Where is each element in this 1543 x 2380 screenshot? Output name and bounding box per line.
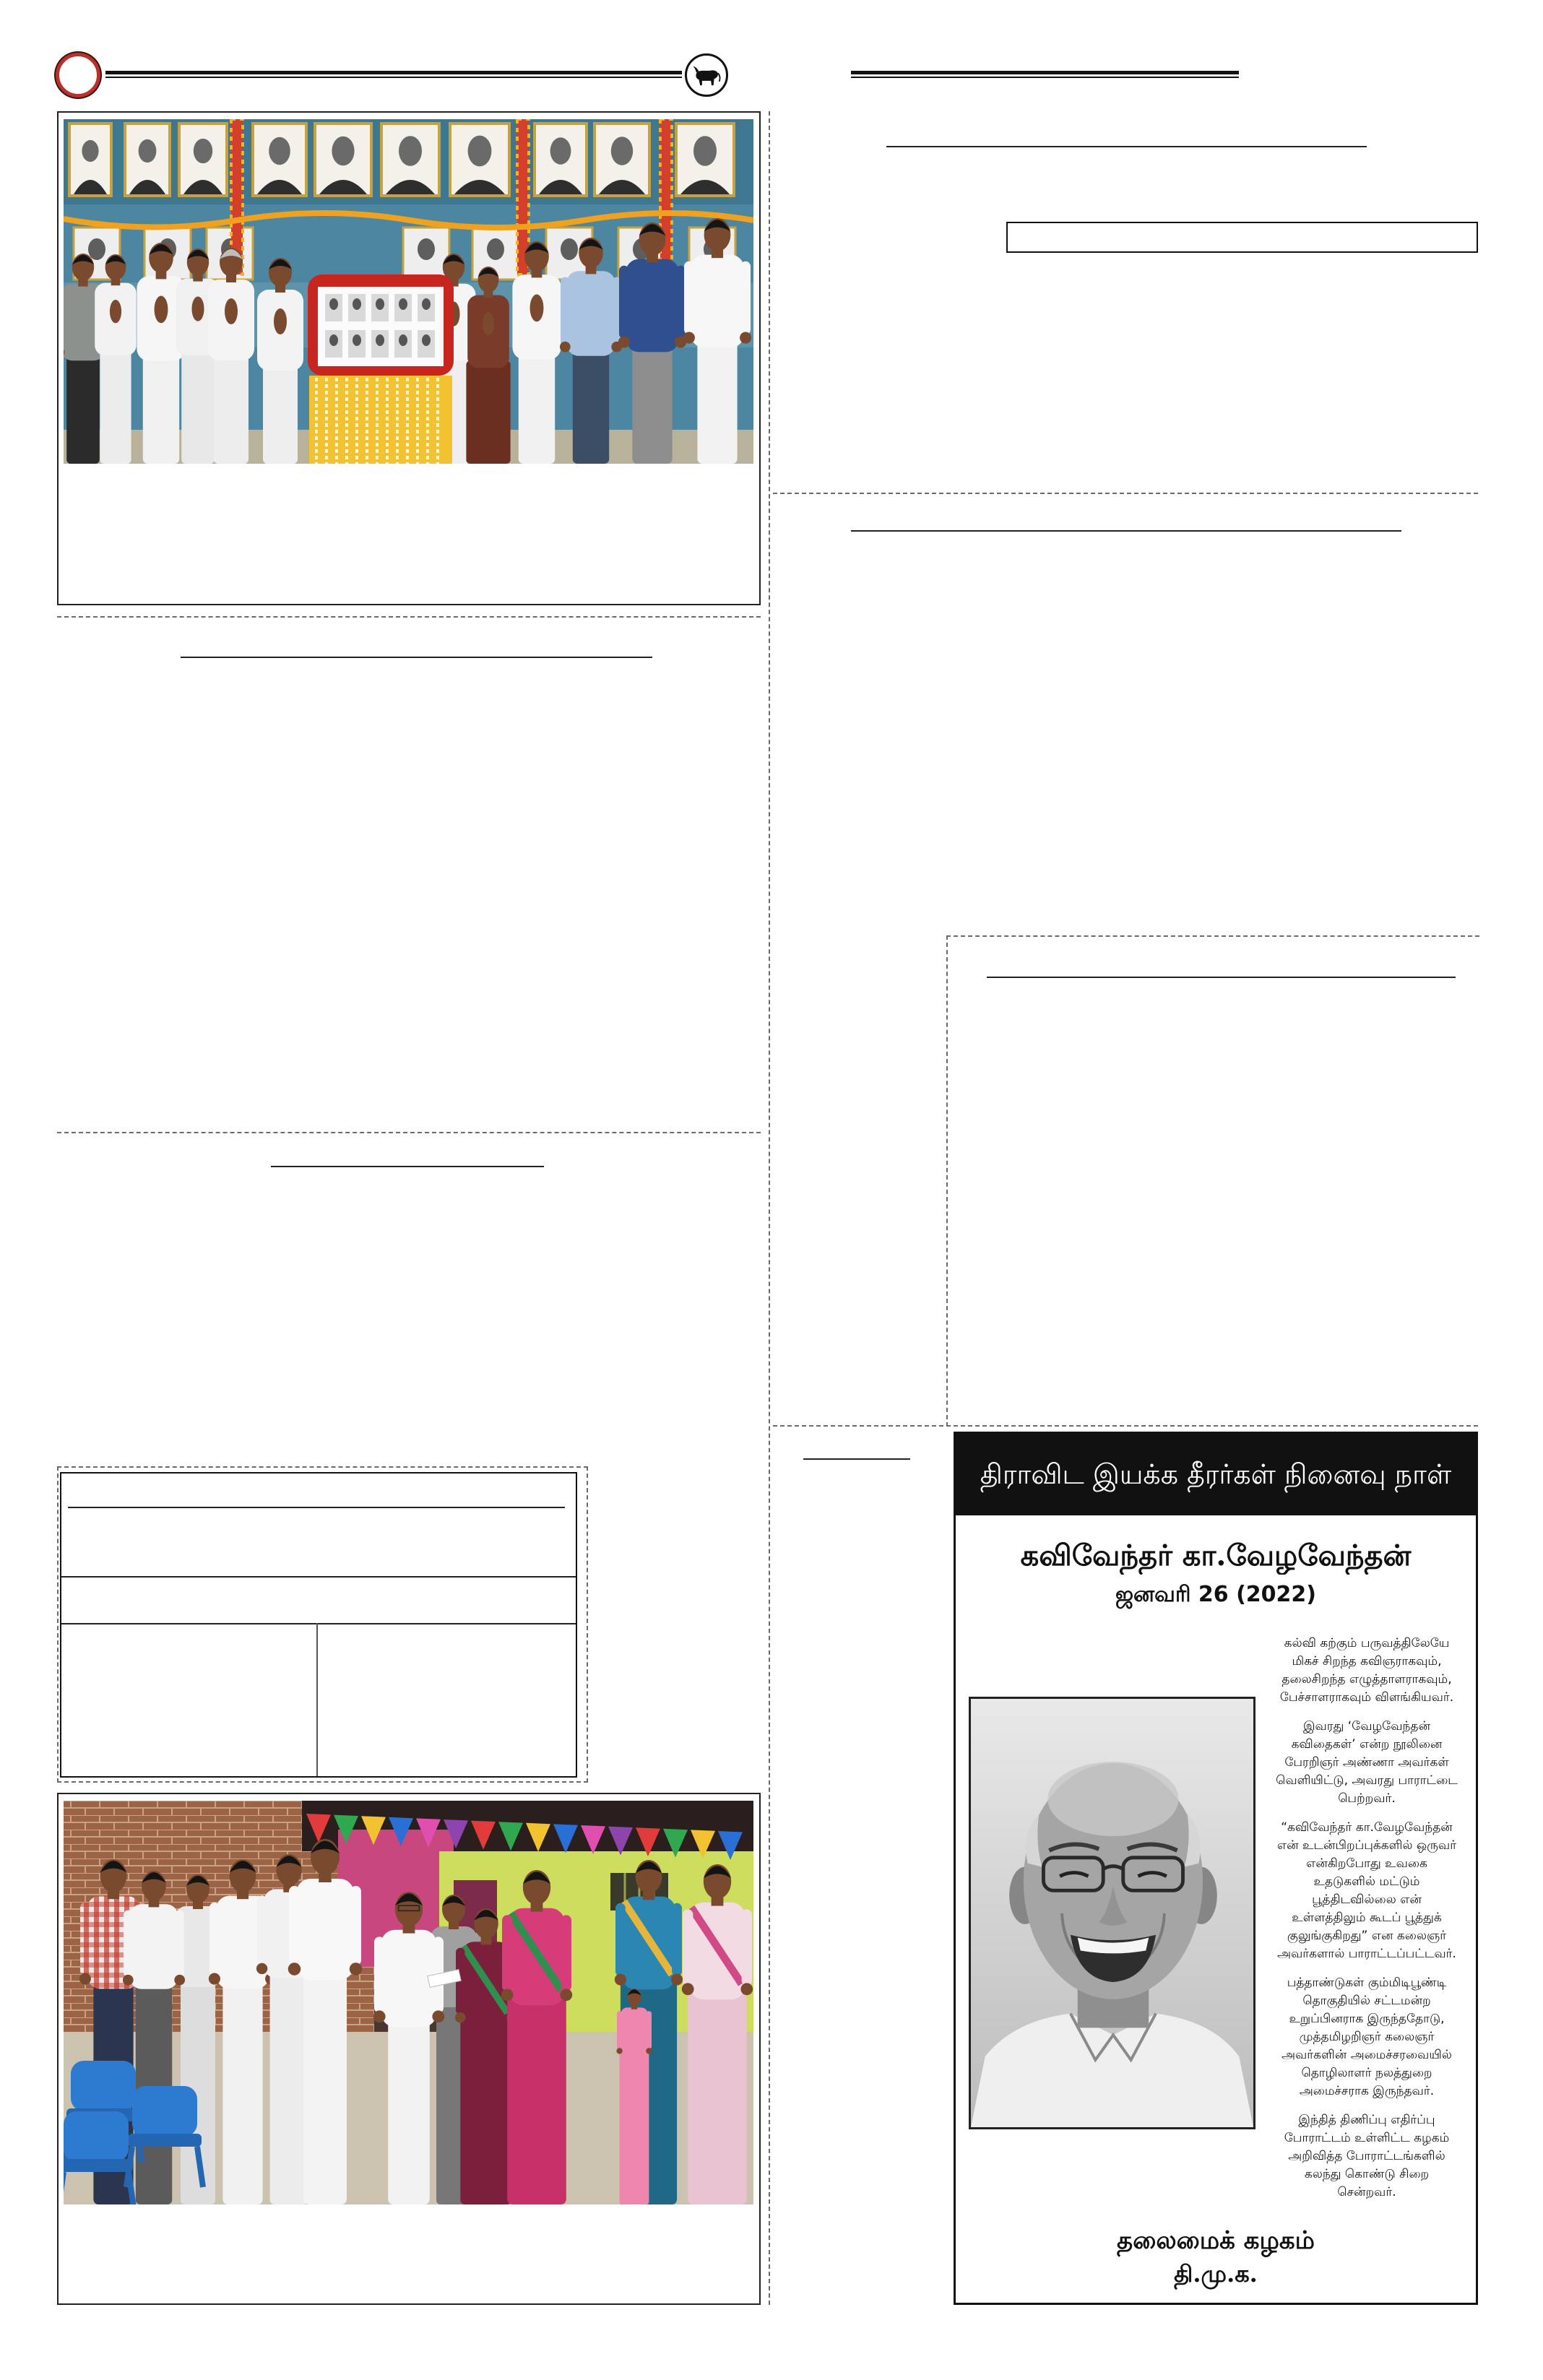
upper-garment xyxy=(129,1904,178,1989)
left-hand xyxy=(615,1974,626,1986)
memorial-footer-org: தலைமைக் கழகம் xyxy=(1117,2226,1315,2255)
memorial-paragraph-line: பூத்திடவில்லை என் xyxy=(1312,1892,1422,1907)
masthead-rule-right xyxy=(851,71,1239,78)
right-hand xyxy=(432,2010,444,2022)
lower-garment xyxy=(270,1970,308,2205)
lower-garment xyxy=(697,339,737,464)
headline-box xyxy=(1006,222,1478,253)
section-divider xyxy=(57,616,761,618)
portrait-frame xyxy=(381,124,439,196)
portrait-head xyxy=(561,238,578,260)
board-photo-head xyxy=(399,334,407,346)
headline-rule xyxy=(271,1166,544,1167)
right-hand xyxy=(671,1974,683,1986)
bull-emblem-graphic xyxy=(691,59,722,91)
left-hand xyxy=(123,1975,134,1986)
memorial-biography xyxy=(1260,1635,1474,2212)
memorial-paragraph-line: உள்ளத்திலும் கூடப் பூத்துக் xyxy=(1292,1911,1442,1925)
lower-garment xyxy=(688,1990,747,2204)
left-hand xyxy=(209,1973,220,1985)
notice-column-rule xyxy=(316,1623,318,1776)
portrait-frame xyxy=(450,124,509,196)
board-photo-head xyxy=(329,298,338,310)
page-number-badge xyxy=(56,53,100,98)
memorial-paragraph-line: தொகுதியில் சட்டமன்ற xyxy=(1302,1994,1431,2008)
notice-title-rule xyxy=(68,1507,565,1508)
memorial-paragraph xyxy=(1260,1635,1474,1707)
memorial-paragraph-line: அவர்களின் அமைச்சரவையில் xyxy=(1281,2048,1452,2062)
memorial-paragraph-line: குலுங்குகிறது” என கலைஞர் xyxy=(1287,1929,1447,1943)
lower-garment xyxy=(388,2017,430,2204)
board-photo-head xyxy=(353,298,361,310)
left-arm xyxy=(502,1915,512,1991)
folded-hands xyxy=(274,308,287,334)
left-hand xyxy=(682,1983,694,1995)
upper-garment xyxy=(566,271,615,356)
portrait-head xyxy=(693,136,717,166)
upper-garment xyxy=(691,255,744,348)
lower-garment xyxy=(620,2051,649,2204)
memorial-stand xyxy=(308,274,454,464)
person-figure xyxy=(95,254,137,464)
memorial-paragraph xyxy=(1260,1819,1474,1963)
left-arm xyxy=(619,266,629,339)
left-hand xyxy=(560,342,571,352)
person-figure xyxy=(501,1870,572,2204)
board-photo-head xyxy=(353,334,361,346)
flower-garland xyxy=(660,119,672,274)
portrait-head xyxy=(332,137,354,166)
event-photo-assistance xyxy=(64,1801,753,2204)
portrait-head xyxy=(194,139,212,163)
memorial-paragraph-line: கலந்து கொண்டு சிறை xyxy=(1304,2167,1430,2181)
left-arm xyxy=(561,277,570,344)
right-arm xyxy=(350,1886,361,1965)
memorial-paragraph-line: பெற்றவர். xyxy=(1338,1791,1396,1806)
memorial-paragraph-line: அவர்களால் பாராட்டப்பட்டவர். xyxy=(1277,1947,1456,1961)
memorial-paragraph-line: உதடுகளில் மட்டும் xyxy=(1313,1874,1420,1889)
board-photo-head xyxy=(399,298,407,310)
folded-hands xyxy=(530,295,544,322)
folded-hands xyxy=(225,298,238,324)
section-divider xyxy=(773,1425,1478,1427)
headline-rule xyxy=(181,657,652,658)
lower-garment xyxy=(214,352,248,464)
right-arm xyxy=(740,261,751,334)
lower-garment xyxy=(181,348,215,464)
right-hand xyxy=(350,1963,363,1976)
lower-garment xyxy=(100,349,131,464)
left-arm xyxy=(684,261,694,334)
left-arm xyxy=(374,1937,384,2013)
memorial-paragraph xyxy=(1260,1974,1474,2100)
notice-box xyxy=(60,1472,577,1778)
column-divider xyxy=(769,111,770,2305)
portrait-frame xyxy=(69,124,111,196)
memorial-paragraph xyxy=(1260,1718,1474,1808)
section-divider xyxy=(57,1132,761,1133)
left-hand xyxy=(373,2010,386,2022)
right-hand xyxy=(740,332,751,344)
portrait-frame xyxy=(179,124,227,196)
board-photo-head xyxy=(376,298,384,310)
board-photo-head xyxy=(422,334,431,346)
person-figure xyxy=(682,1864,753,2204)
board-photo-head xyxy=(422,298,431,310)
marigold-base xyxy=(309,376,452,464)
right-arm xyxy=(672,1903,682,1976)
folded-hands xyxy=(155,296,168,324)
memorial-paragraph-line: மிகச் சிறந்த கவிஞராகவும், xyxy=(1292,1654,1442,1669)
memorial-paragraph-line: முத்தமிழறிஞர் கலைஞர் xyxy=(1299,2030,1435,2044)
memorial-paragraph-line: உறுப்பினராக இருந்ததோடு, xyxy=(1289,2012,1445,2026)
chair-back xyxy=(71,2061,136,2111)
portrait-head xyxy=(269,137,290,165)
bull-tail xyxy=(718,73,720,81)
portrait-head xyxy=(82,140,98,162)
memorial-paragraph-line: பேரறிஞர் அண்ணா அவர்கள் xyxy=(1284,1755,1449,1770)
headline-rule xyxy=(987,977,1456,978)
headline-rule xyxy=(851,530,1401,532)
left-arm xyxy=(683,1909,693,1986)
upper-garment xyxy=(296,1879,354,1980)
notice-row-rule xyxy=(61,1623,576,1624)
memorial-paragraph-line: பேச்சாளராகவும் விளங்கியவர். xyxy=(1279,1690,1454,1705)
portrait-head xyxy=(468,136,492,167)
folded-hands xyxy=(191,297,204,321)
lower-garment xyxy=(263,363,298,464)
chair-seat xyxy=(64,2159,133,2172)
upper-garment xyxy=(626,259,679,352)
headline-rule xyxy=(886,146,1367,147)
memorial-paragraph-line: “கவிவேந்தர் கா.வேழவேந்தன் xyxy=(1281,1820,1453,1835)
lower-garment xyxy=(303,1970,347,2204)
portrait-frame xyxy=(315,124,371,196)
lower-garment xyxy=(66,353,100,464)
memorial-paragraph-line: சென்றவர். xyxy=(1337,2185,1396,2199)
memorial-paragraph-line: கவிதைகள்’ என்ற நூலினை xyxy=(1291,1737,1443,1752)
lower-garment xyxy=(632,343,672,464)
lower-garment xyxy=(143,352,179,464)
lower-garment xyxy=(460,2018,511,2204)
portrait-frame xyxy=(253,124,306,196)
memorial-paragraph xyxy=(1260,2111,1474,2202)
board-photo-head xyxy=(376,334,384,346)
folded-hands xyxy=(110,300,121,323)
portrait-head xyxy=(611,137,633,165)
left-arm xyxy=(80,1903,90,1976)
portrait-frame xyxy=(535,124,587,196)
right-hand xyxy=(174,1975,185,1986)
chair-back xyxy=(64,2111,129,2162)
lower-garment xyxy=(519,351,555,464)
section-divider xyxy=(773,493,1478,494)
memorial-paragraph-line: தொழிலாளர் நலத்துறை xyxy=(1301,2066,1432,2080)
lower-garment xyxy=(573,347,609,464)
headline-rule xyxy=(803,1458,910,1460)
memorial-portrait xyxy=(969,1697,1255,2129)
left-hand xyxy=(501,1989,514,2001)
bull-emblem-icon xyxy=(685,53,728,97)
memorial-paragraph-line: அறிவித்த போராட்டங்களில் xyxy=(1288,2149,1445,2163)
portrait-head xyxy=(418,238,435,260)
right-arm xyxy=(742,1909,752,1986)
right-arm xyxy=(647,2011,652,2049)
right-hand xyxy=(560,1989,572,2001)
left-hand xyxy=(288,1963,301,1976)
person-figure xyxy=(616,1989,652,2204)
portrait-head xyxy=(550,137,571,164)
memorial-paragraph-line: என் உடன்பிறப்புக்களில் ஒருவர் xyxy=(1276,1838,1457,1853)
left-hand xyxy=(455,2012,466,2023)
chair-back xyxy=(132,2086,197,2137)
memorial-paragraph-line: அமைச்சராக இருந்தவர். xyxy=(1299,2084,1435,2098)
inset-article-box xyxy=(946,935,1479,1427)
memorial-paragraph-line: போராட்டம் உள்ளிட்ட கழகம் xyxy=(1284,2131,1450,2145)
left-arm xyxy=(209,1903,220,1976)
left-arm xyxy=(617,2011,622,2049)
memorial-notice xyxy=(954,1432,1478,2305)
bull-body xyxy=(696,70,717,85)
memorial-footer-party: தி.மு.க. xyxy=(1174,2260,1258,2288)
left-arm xyxy=(124,1911,133,1977)
portrait-frame xyxy=(676,124,734,196)
memorial-date: ஜனவரி 26 (2022) xyxy=(1115,1582,1316,1607)
portrait-photo xyxy=(971,1699,1253,2127)
folded-hands xyxy=(483,312,494,335)
portrait-frame xyxy=(403,228,449,280)
memorial-paragraph-line: தலைசிறந்த எழுத்தாளராகவும், xyxy=(1281,1672,1452,1687)
right-hand xyxy=(740,1983,753,1995)
portrait-head xyxy=(88,238,105,260)
right-arm xyxy=(175,1911,184,1977)
right-arm xyxy=(675,266,686,339)
right-hand xyxy=(646,2048,652,2054)
left-hand xyxy=(79,1973,91,1985)
left-hand xyxy=(256,1963,267,1974)
left-hand xyxy=(616,2048,622,2054)
portrait-head xyxy=(139,139,157,163)
right-arm xyxy=(561,1915,571,1991)
memorial-paragraph-line: கல்வி கற்கும் பருவத்திலேயே xyxy=(1284,1636,1450,1650)
left-arm xyxy=(257,1895,267,1965)
memorial-paragraph-line: பத்தாண்டுகள் கும்மிடிபூண்டி xyxy=(1287,1976,1447,1990)
lower-garment xyxy=(507,1996,566,2204)
chair-seat xyxy=(128,2134,202,2147)
masthead-rule-left xyxy=(105,71,682,78)
left-arm xyxy=(289,1886,300,1965)
memorial-paragraph-line: இந்தித் திணிப்பு எதிர்ப்பு xyxy=(1298,2113,1435,2127)
memorial-paragraph-line: வெளியிட்டு, அவரது பாராட்டை xyxy=(1276,1773,1458,1788)
lower-garment xyxy=(466,361,510,464)
left-arm xyxy=(615,1903,626,1976)
bald-highlight xyxy=(1047,1762,1178,1836)
left-hand xyxy=(618,337,630,348)
portrait-head xyxy=(399,136,422,166)
portrait-head xyxy=(487,238,504,260)
memorial-paragraph-line: இவரது ‘வேழவேந்தன் xyxy=(1303,1719,1430,1734)
upper-garment xyxy=(621,2007,648,2056)
portrait-frame xyxy=(125,124,170,196)
bull-horn xyxy=(693,66,699,73)
memorial-paragraph-line: என்கிறபோது உவகை xyxy=(1306,1856,1427,1871)
lower-garment xyxy=(222,1980,262,2204)
board-photo-head xyxy=(329,334,338,346)
memorial-banner: திராவிட இயக்க தீரர்கள் நினைவு நாள் xyxy=(956,1434,1476,1515)
notice-row-rule xyxy=(61,1576,576,1578)
event-photo-tribute xyxy=(64,119,753,464)
left-hand xyxy=(683,332,695,344)
memorial-person-name: கவிவேந்தர் கா.வேழவேந்தன் xyxy=(1020,1539,1412,1572)
portrait-frame xyxy=(595,124,649,196)
